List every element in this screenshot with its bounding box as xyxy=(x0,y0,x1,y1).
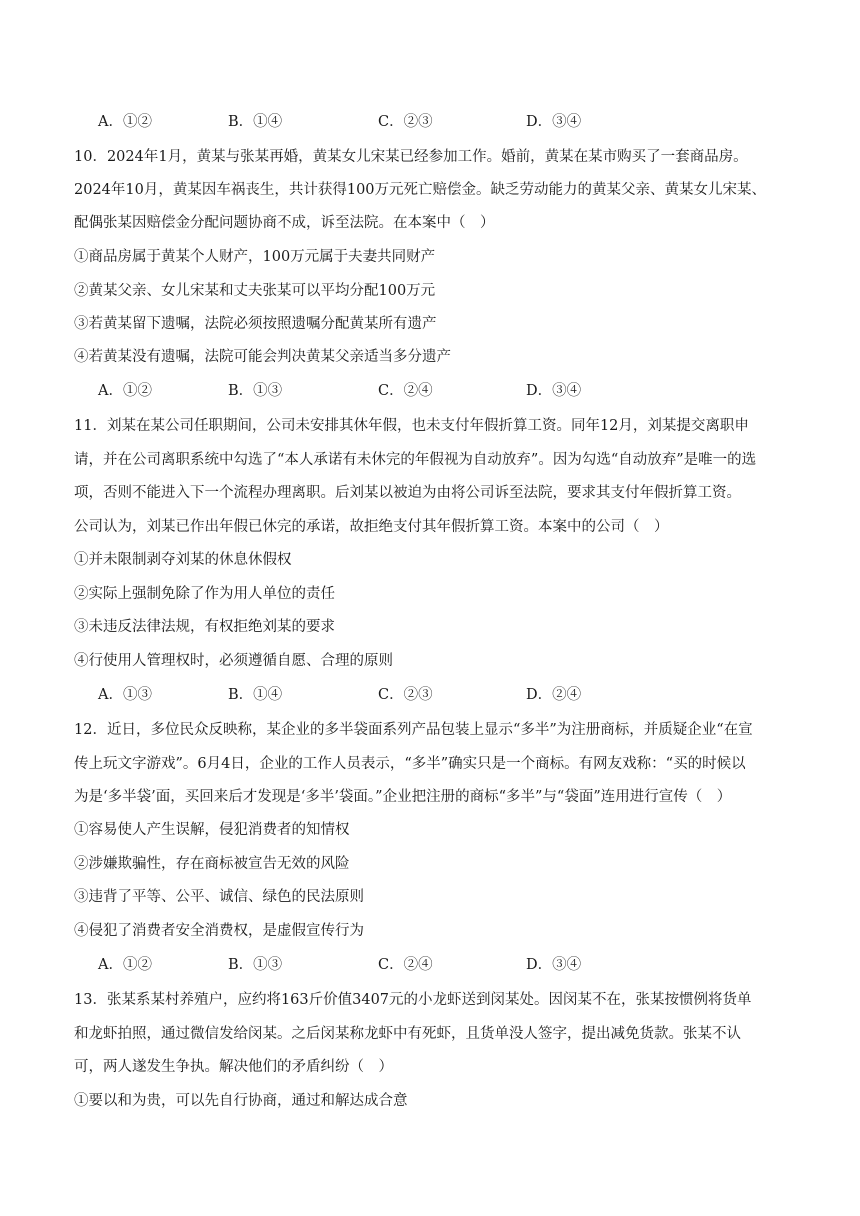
q11-options xyxy=(98,685,798,705)
q13-stem-line: 可，两人遂发生争执。解决他们的矛盾纠纷（ ） xyxy=(74,1059,393,1075)
q10-option-c: C．②④ xyxy=(378,383,433,399)
q12-item-1: ①容易使人产生误解，侵犯消费者的知情权 xyxy=(74,822,350,838)
q10-option-d: D．③④ xyxy=(526,383,582,399)
q11-item-4: ④行使用人管理权时，必须遵循自愿、合理的原则 xyxy=(74,653,393,669)
q12-item-2: ②涉嫌欺骗性，存在商标被宣告无效的风险 xyxy=(74,856,350,872)
q11-option-a: A．①③ xyxy=(98,687,152,703)
q11-option-c: C．②③ xyxy=(378,687,433,703)
q13-item-1: ①要以和为贵，可以先自行协商，通过和解达成合意 xyxy=(74,1093,408,1109)
q12-item-3: ③违背了平等、公平、诚信、绿色的民法原则 xyxy=(74,889,364,905)
q10-stem-line: 10．2024年1月，黄某与张某再婚，黄某女儿宋某已经参加工作。婚前，黄某在某市购买了一套商品房。 xyxy=(74,149,748,165)
q11-option-b: B．①④ xyxy=(228,687,283,703)
q11-stem-line: 项，否则不能进入下一个流程办理离职。后刘某以被迫为由将公司诉至法院，要求其支付年假折算工资。 xyxy=(74,485,741,501)
q11-stem-line: 公司认为，刘某已作出年假已休完的承诺，故拒绝支付其年假折算工资。本案中的公司（ ） xyxy=(74,519,669,535)
q10-options xyxy=(98,381,798,401)
q11-item-2: ②实际上强制免除了作为用人单位的责任 xyxy=(74,586,335,602)
q12-stem-line: 12．近日，多位民众反映称，某企业的多半袋面系列产品包装上显示“多半”为注册商标，并质疑企业“在宣 xyxy=(74,722,753,738)
q11-item-3: ③未违反法律法规，有权拒绝刘某的要求 xyxy=(74,619,335,635)
q9-options xyxy=(98,112,798,132)
q12-options xyxy=(98,955,798,975)
q13-stem-line: 13．张某系某村养殖户，应约将163斤价值3407元的小龙虾送到闵某处。因闵某不在，张某按惯例将货单 xyxy=(74,992,752,1008)
q10-option-a: A．①② xyxy=(98,383,152,399)
q12-stem-line: 为是‘多半袋’面，买回来后才发现是‘多半’袋面。”企业把注册的商标“多半”与“袋面”连用进行宣传（ ） xyxy=(74,789,732,805)
q11-item-1: ①并未限制剥夺刘某的休息休假权 xyxy=(74,552,292,568)
q11-stem-line: 请，并在公司离职系统中勾选了“本人承诺有未休完的年假视为自动放弃”。因为勾选“自动放弃”是唯一的选 xyxy=(74,452,757,468)
q10-item-1: ①商品房属于黄某个人财产，100万元属于夫妻共同财产 xyxy=(74,249,436,265)
q10-option-b: B．①③ xyxy=(228,383,283,399)
q12-stem-line: 传上玩文字游戏”。6月4日，企业的工作人员表示，“多半”确实只是一个商标。有网友戏称：“买的时候以 xyxy=(74,756,746,772)
q13-stem-line: 和龙虾拍照，通过微信发给闵某。之后闵某称龙虾中有死虾，且货单没人签字，提出减免货款。张某不认 xyxy=(74,1026,741,1042)
q12-option-d: D．③④ xyxy=(526,957,582,973)
q9-option-d: D．③④ xyxy=(526,114,582,130)
q12-option-a: A．①② xyxy=(98,957,152,973)
q12-option-b: B．①③ xyxy=(228,957,283,973)
q11-stem-line: 11．刘某在某公司任职期间，公司未安排其休年假，也未支付年假折算工资。同年12月，刘某提交离职申 xyxy=(74,418,749,434)
q10-stem-line: 2024年10月，黄某因车祸丧生，共计获得100万元死亡赔偿金。缺乏劳动能力的黄某父亲、黄某女儿宋某、 xyxy=(74,182,767,198)
q9-option-c: C．②③ xyxy=(378,114,433,130)
q11-option-d: D．②④ xyxy=(526,687,582,703)
q12-option-c: C．②④ xyxy=(378,957,433,973)
q10-item-4: ④若黄某没有遗嘱，法院可能会判决黄某父亲适当多分遗产 xyxy=(74,349,451,365)
q10-item-2: ②黄某父亲、女儿宋某和丈夫张某可以平均分配100万元 xyxy=(74,283,436,299)
q9-option-a: A．①② xyxy=(98,114,152,130)
q10-item-3: ③若黄某留下遗嘱，法院必须按照遗嘱分配黄某所有遗产 xyxy=(74,316,437,332)
q9-option-b: B．①④ xyxy=(228,114,283,130)
q10-stem-line: 配偶张某因赔偿金分配问题协商不成，诉至法院。在本案中（ ） xyxy=(74,215,495,231)
q12-item-4: ④侵犯了消费者安全消费权，是虚假宣传行为 xyxy=(74,923,364,939)
